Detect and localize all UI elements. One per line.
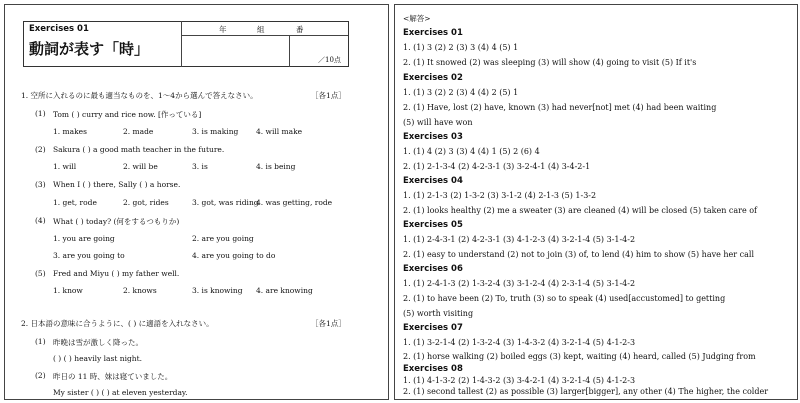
q4-text: What ( ) today? (何をするつもりか) bbox=[53, 217, 180, 226]
s2-q2-english: My sister ( ) ( ) at eleven yesterday. bbox=[53, 388, 188, 397]
answer-line: 1. (1) 3 (2) 2 (3) 4 (4) 2 (5) 1 bbox=[403, 88, 519, 97]
answer-line: 1. (1) 3-2-1-4 (2) 1-3-2-4 (3) 1-4-3-2 (4) 3-2-1-4 (5) 4-1-2-3 bbox=[403, 338, 636, 347]
q4-number: (4) bbox=[35, 216, 46, 225]
q2-text: Sakura ( ) a good math teacher in the future. bbox=[53, 145, 225, 154]
s2-q2-number: (2) bbox=[35, 371, 46, 380]
answer-group-title: Exercises 06 bbox=[403, 264, 463, 274]
q5-choice-3: 3. is knowing bbox=[192, 286, 243, 295]
answer-line: (5) will have won bbox=[403, 118, 473, 127]
title-box-divider bbox=[181, 21, 182, 67]
answer-line: 2. (1) easy to understand (2) not to join (3) of, to lend (4) him to show (5) have her call bbox=[403, 250, 755, 259]
q4-choice-4: 4. are you going to do bbox=[192, 251, 276, 260]
q2-choice-2: 2. will be bbox=[123, 162, 158, 171]
answer-line: 2. (1) 2-1-3-4 (2) 4-2-3-1 (3) 3-2-4-1 (4) 3-4-2-1 bbox=[403, 162, 591, 171]
q5-number: (5) bbox=[35, 269, 46, 278]
q5-choice-1: 1. know bbox=[53, 286, 83, 295]
q2-number: (2) bbox=[35, 145, 46, 154]
answer-line: 2. (1) to have been (2) To, truth (3) so to speak (4) used[accustomed] to getting bbox=[403, 294, 726, 303]
name-label-class: 組 bbox=[257, 25, 265, 34]
answers-heading: <解答> bbox=[403, 14, 431, 23]
answer-line: 2. (1) second tallest (2) as possible (3) larger[bigger], any other (4) The higher, the colder bbox=[403, 387, 769, 396]
name-label-number: 番 bbox=[296, 25, 304, 34]
q5-choice-4: 4. are knowing bbox=[256, 286, 313, 295]
answer-group-title: Exercises 08 bbox=[403, 364, 463, 374]
answer-group-title: Exercises 07 bbox=[403, 323, 463, 333]
answer-line: (5) worth visiting bbox=[403, 309, 474, 318]
q1-number: (1) bbox=[35, 109, 46, 118]
answer-line: 1. (1) 3 (2) 2 (3) 3 (4) 4 (5) 1 bbox=[403, 43, 519, 52]
q5-text: Fred and Miyu ( ) my father well. bbox=[53, 269, 180, 278]
q1-choice-3: 3. is making bbox=[192, 127, 239, 136]
answer-line: 2. (1) looks healthy (2) me a sweater (3) are cleaned (4) will be closed (5) taken care of bbox=[403, 206, 758, 215]
worksheet-title: 動詞が表す「時」 bbox=[29, 40, 150, 58]
q2-choice-1: 1. will bbox=[53, 162, 77, 171]
section1-instruction: 1. 空所に入れるのに最も適当なものを、1～4から選んで答えなさい。 bbox=[21, 91, 258, 100]
s2-q1-number: (1) bbox=[35, 337, 46, 346]
q5-choice-2: 2. knows bbox=[123, 286, 157, 295]
q3-choice-1: 1. get, rode bbox=[53, 198, 97, 207]
q4-choice-3: 3. are you going to bbox=[53, 251, 125, 260]
answer-line: 2. (1) horse walking (2) boiled eggs (3) kept, waiting (4) heard, called (5) Judging from bbox=[403, 352, 756, 361]
q4-choice-2: 2. are you going bbox=[192, 234, 254, 243]
answer-group-title: Exercises 01 bbox=[403, 28, 463, 38]
score-divider bbox=[289, 35, 290, 67]
score-label: ／10点 bbox=[318, 56, 341, 64]
s2-q1-english: ( ) ( ) heavily last night. bbox=[53, 354, 143, 363]
answer-line: 1. (1) 4-1-3-2 (2) 1-4-3-2 (3) 3-4-2-1 (4) 3-2-1-4 (5) 4-1-2-3 bbox=[403, 376, 636, 385]
name-label-year: 年 bbox=[219, 25, 227, 34]
answer-line: 1. (1) 4 (2) 3 (3) 4 (4) 1 (5) 2 (6) 4 bbox=[403, 147, 540, 156]
answer-group-title: Exercises 05 bbox=[403, 220, 463, 230]
q1-choice-4: 4. will make bbox=[256, 127, 303, 136]
answer-line: 2. (1) It snowed (2) was sleeping (3) will show (4) going to visit (5) If it's bbox=[403, 58, 697, 67]
answer-line: 1. (1) 2-4-1-3 (2) 1-3-2-4 (3) 3-1-2-4 (4) 2-3-1-4 (5) 3-1-4-2 bbox=[403, 279, 636, 288]
q2-choice-4: 4. is being bbox=[256, 162, 296, 171]
q1-choice-2: 2. made bbox=[123, 127, 154, 136]
exercise-number: Exercises 01 bbox=[29, 24, 89, 34]
answer-line: 1. (1) 2-4-3-1 (2) 4-2-3-1 (3) 4-1-2-3 (4) 3-2-1-4 (5) 3-1-4-2 bbox=[403, 235, 636, 244]
name-row-divider bbox=[181, 35, 348, 36]
s2-q2-japanese: 昨日の 11 時、妹は寝ていました。 bbox=[53, 372, 173, 381]
q1-choice-1: 1. makes bbox=[53, 127, 87, 136]
answers-page bbox=[394, 4, 798, 400]
answer-group-title: Exercises 04 bbox=[403, 176, 463, 186]
s2-q1-japanese: 昨晩は雪が激しく降った。 bbox=[53, 338, 143, 347]
q3-choice-4: 4. was getting, rode bbox=[256, 198, 333, 207]
q4-choice-1: 1. you are going bbox=[53, 234, 115, 243]
q3-number: (3) bbox=[35, 180, 46, 189]
q1-text: Tom ( ) curry and rice now. [作っている] bbox=[53, 110, 202, 119]
q3-choice-2: 2. got, rides bbox=[123, 198, 169, 207]
answer-group-title: Exercises 02 bbox=[403, 73, 463, 83]
q3-choice-3: 3. got, was riding bbox=[192, 198, 259, 207]
worksheet-page bbox=[4, 4, 389, 400]
q2-choice-3: 3. is bbox=[192, 162, 208, 171]
answer-line: 1. (1) 2-1-3 (2) 1-3-2 (3) 3-1-2 (4) 2-1-3 (5) 1-3-2 bbox=[403, 191, 597, 200]
q3-text: When I ( ) there, Sally ( ) a horse. bbox=[53, 180, 181, 189]
answer-group-title: Exercises 03 bbox=[403, 132, 463, 142]
section2-points: ［各1点］ bbox=[311, 319, 346, 328]
section1-points: ［各1点］ bbox=[311, 91, 346, 100]
answer-line: 2. (1) Have, lost (2) have, known (3) had never[not] met (4) had been waiting bbox=[403, 103, 717, 112]
section2-instruction: 2. 日本語の意味に合うように、( ) に適語を入れなさい。 bbox=[21, 319, 214, 328]
